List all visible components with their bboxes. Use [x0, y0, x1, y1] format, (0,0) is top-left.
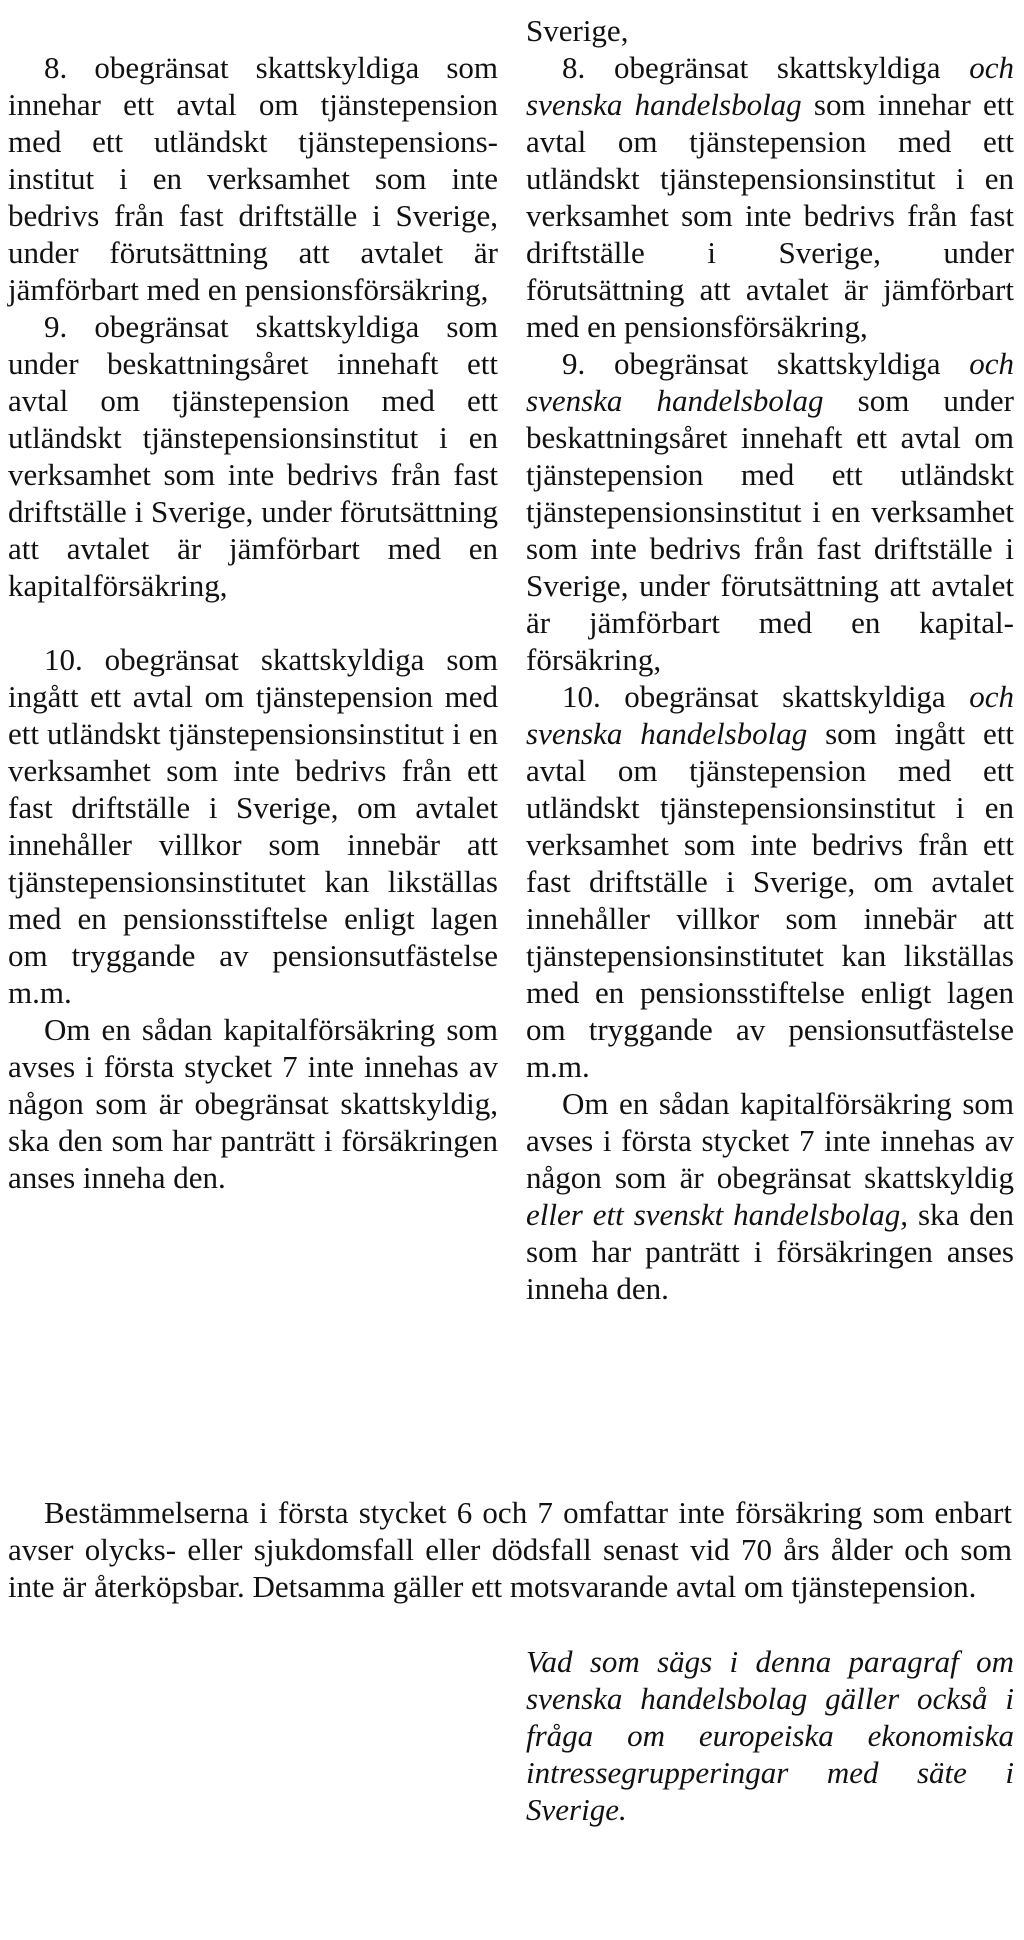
item-9-proposed-rest: som under beskattningsåret innehaft ett avtal om tjänstepension med ett utländskt tjänstepensionsinstitut i en verksamhet som inte bedrivs från fast driftställe i Sverige, under förutsättning att avtalet är jämförbart med en kapitalförsäkring, [526, 383, 1014, 677]
paragraph-om-proposed [526, 1085, 1014, 1307]
item-10-proposed-rest: som ingått ett avtal om tjänstepension med ett utländskt tjänstepensionsinstitut i en verksamhet som inte bedrivs från ett fast driftställe i Sverige, om avtalet innehåller villkor som innebär att tjänstepensionsinstitutet kan likställas med en pensionsstiftelse enligt lagen om tryggande av pensionsutfästelse m.m. [526, 716, 1015, 1084]
full-width-paragraph: Bestämmelserna i första stycket 6 och 7 omfattar inte försäkring som enbart avser olycks- eller sjukdomsfall eller dödsfall senast vid 70 års ålder och som inte är återköpsbar. Detsamma gäller ett motsvarande avtal om tjänstepension. [8, 1495, 1012, 1604]
italic-note: Vad som sägs i denna paragraf om svenska handelsbolag gäller också i fråga om europeiska ekonomiska intressegrupperingar med säte i Sverige. [526, 1644, 1014, 1827]
item-8-proposed [526, 49, 1014, 345]
carryover-text: Sverige, [526, 13, 629, 48]
item-10-proposed-start: 10. obegränsat skattskyldiga [562, 679, 946, 714]
item-9-proposed [526, 345, 1014, 678]
item-8-proposed-emphasis: och svenska handelsbolag [526, 50, 1014, 122]
item-10-proposed [526, 678, 1014, 1085]
paragraph-om-proposed-rest: ska den som har panträtt i försäkringen anses inneha den. [526, 1197, 1014, 1306]
item-9-proposed-start: 9. obegränsat skattskyldiga [562, 346, 941, 381]
item-8-proposed-rest: som innehar ett avtal om tjänstepension med ett utländskt tjänstepensionsinstitut i en verksamhet som inte bedrivs från fast driftställe i Sverige, under förutsättning att avtalet är jämförbart med en pensionsförsäkring, [526, 87, 1014, 344]
item-10-proposed-emphasis: och svenska handelsbolag [526, 679, 1014, 751]
item-8-proposed-start: 8. obegränsat skattskyldiga [562, 50, 941, 85]
item-8-current: 8. obegränsat skattskyldiga som innehar ett avtal om tjänstepension med ett utländskt tjänstepensionsinstitut i en verksamhet som inte bedrivs från fast driftställe i Sverige, under förutsättning att avtalet är jämförbart med en pensionsförsäkring, [8, 50, 498, 307]
item-9-proposed-emphasis: och svenska handelsbolag [526, 346, 1014, 418]
paragraph-om-current: Om en sådan kapitalförsäkring som avses i första stycket 7 inte innehas av någon som är obegränsat skattskyldig, ska den som har panträtt i försäkringen anses inneha den. [8, 1012, 498, 1195]
current-wording-column [8, 12, 498, 1196]
paragraph-om-proposed-emphasis: eller ett svenskt handelsbolag, [526, 1197, 908, 1232]
item-9-current: 9. obegränsat skattskyldiga som under beskattningsåret innehaft ett avtal om tjänstepension med ett utländskt tjänstepensionsinstitut i en verksamhet som inte bedrivs från fast driftställe i Sverige, under förutsättning att avtalet är jämförbart med en kapitalförsäkring, [8, 309, 498, 603]
proposed-wording-column [526, 12, 1014, 1307]
paragraph-om-proposed-start: Om en sådan kapitalförsäkring som avses i första stycket 7 inte innehas av någon som är obegränsat skattskyldig [526, 1086, 1014, 1195]
item-10-current: 10. obegränsat skattskyldiga som ingått ett avtal om tjänstepension med ett utländskt tjänstepensionsinstitut i en verksamhet som inte bedrivs från ett fast driftställe i Sverige, om avtalet innehåller villkor som innebär att tjänstepensionsinstitutet kan likställas med en pensionsstiftelse enligt lagen om tryggande av pensionsutfästelse m.m. [8, 642, 498, 1010]
